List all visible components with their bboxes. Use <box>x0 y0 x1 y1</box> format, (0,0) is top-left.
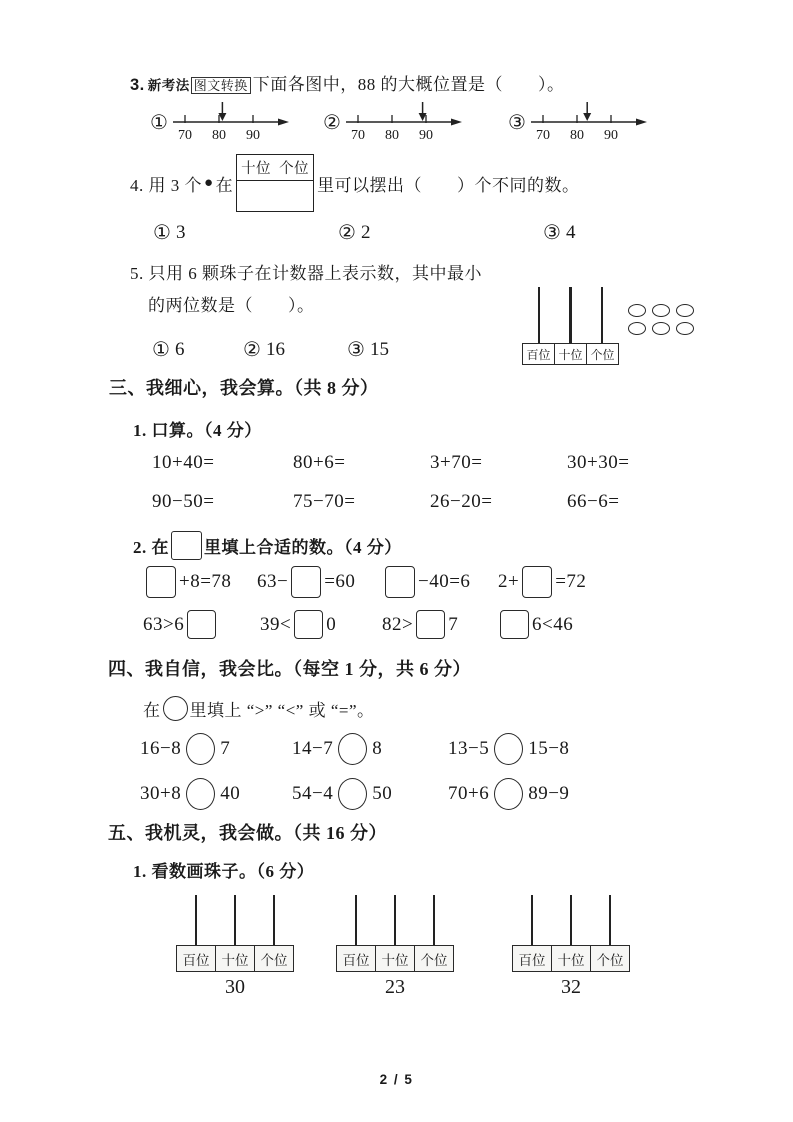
section-5-heading: 五、我机灵，我会做。（共 16 分） <box>108 823 387 843</box>
compare-right: 7 <box>220 738 231 759</box>
counter-rod <box>355 895 357 945</box>
tick-label: 70 <box>177 128 192 143</box>
question-3-number: 3. <box>130 76 145 94</box>
answer-circle <box>186 778 215 810</box>
page-footer: 2 / 5 <box>379 1072 414 1087</box>
oral-problem: 80+6= <box>293 452 346 473</box>
bead <box>676 322 694 335</box>
answer-circle <box>186 733 215 765</box>
compare-item <box>448 733 569 765</box>
oral-problem: 90−50= <box>152 491 215 512</box>
tick-label: 90 <box>245 128 260 143</box>
counter-value: 23 <box>385 976 405 998</box>
bead <box>628 322 646 335</box>
counter-rods <box>513 895 629 945</box>
compare-left: 30+8 <box>140 783 182 804</box>
compare-left: 14−7 <box>292 738 334 759</box>
option-mark: ① <box>153 222 171 244</box>
numberline-group-2 <box>323 100 463 144</box>
fill-post: +8=78 <box>179 571 232 592</box>
counter-base <box>522 343 619 365</box>
option-mark: ③ <box>543 222 561 244</box>
counter-rods <box>523 287 618 343</box>
option-text: 15 <box>369 338 389 360</box>
question-3 <box>130 70 565 95</box>
option-item <box>153 220 185 245</box>
abacus-counter <box>523 287 618 365</box>
fill-item <box>382 566 470 598</box>
fill-pre: 63− <box>257 571 289 592</box>
tens-header-cell: 十位 <box>241 161 272 177</box>
question-5-line1: 5. 只用 6 颗珠子在计数器上表示数，其中最小 <box>130 264 482 283</box>
oral-problem: 75−70= <box>293 491 356 512</box>
tens-label: 十位 <box>554 344 586 364</box>
number-line <box>530 100 648 144</box>
bead-dot: ● <box>204 174 214 191</box>
answer-box <box>385 566 415 598</box>
position-arrow <box>583 102 591 121</box>
tick-label: 70 <box>535 128 550 143</box>
tick-label: 80 <box>569 128 584 143</box>
oral-problem: 66−6= <box>567 491 620 512</box>
compare-instruction-pre: 在 <box>143 701 161 720</box>
right-arrowhead <box>278 119 289 126</box>
fill-item <box>260 610 336 639</box>
counter-base <box>512 945 630 972</box>
counter-rod <box>433 895 435 945</box>
fill-item <box>498 566 586 598</box>
tens-label: 十位 <box>215 946 254 971</box>
fill-pre: 63>6 <box>143 613 185 635</box>
answer-circle <box>494 778 523 810</box>
question-4 <box>130 152 580 214</box>
option-text: 3 <box>175 221 186 243</box>
ones-label: 个位 <box>254 946 293 971</box>
compare-left: 13−5 <box>448 738 490 759</box>
counter-rod <box>609 895 611 945</box>
inline-blank-circle <box>163 696 188 721</box>
fill-item <box>497 610 573 639</box>
number-line <box>345 100 463 144</box>
option-item <box>243 337 285 362</box>
circled-mark: ② <box>323 112 341 134</box>
oral-problem: 10+40= <box>152 452 215 473</box>
bead <box>652 322 670 335</box>
option-item <box>338 220 370 245</box>
option-item <box>543 220 575 245</box>
option-text: 6 <box>174 338 185 360</box>
abacus-counter <box>337 895 453 999</box>
fill-post: 6<46 <box>532 613 574 635</box>
hundreds-label: 百位 <box>177 946 215 971</box>
option-item <box>152 337 184 362</box>
compare-item <box>140 778 240 810</box>
question-5-line2: 的两位数是（ ）。 <box>148 296 315 315</box>
option-mark: ① <box>152 339 170 361</box>
tick-label: 80 <box>384 128 399 143</box>
tick-label: 70 <box>350 128 365 143</box>
hundreds-label: 百位 <box>337 946 375 971</box>
answer-box <box>291 566 321 598</box>
compare-right: 8 <box>372 738 383 759</box>
section-3-heading: 三、我细心，我会算。（共 8 分） <box>109 378 379 398</box>
counter-rod <box>538 287 540 343</box>
counter-rod <box>394 895 396 945</box>
ones-empty-cell <box>275 181 313 211</box>
compare-item <box>292 733 382 765</box>
question-4-text-start: 4. 用 3 个 <box>130 175 202 195</box>
counter-rod <box>273 895 275 945</box>
bead <box>628 304 646 317</box>
counter-rod <box>531 895 533 945</box>
bead <box>652 304 670 317</box>
tens-label: 十位 <box>551 946 590 971</box>
compare-right: 89−9 <box>528 783 570 804</box>
fill-box-title <box>133 531 402 560</box>
answer-box <box>294 610 323 639</box>
oral-problem: 26−20= <box>430 491 493 512</box>
fill-item <box>143 610 219 639</box>
question-3-text: 下面各图中，88 的大概位置是（ ）。 <box>252 75 565 94</box>
fill-item <box>143 566 231 598</box>
hundreds-label: 百位 <box>513 946 551 971</box>
question-4-text-end: 里可以摆出（ ）个不同的数。 <box>317 175 580 195</box>
right-arrowhead <box>636 119 647 126</box>
option-text: 2 <box>360 221 371 243</box>
question-4-text-mid: 在 <box>215 175 234 195</box>
inline-blank-box <box>171 531 202 560</box>
numberline-group-3 <box>508 100 648 144</box>
oral-problem: 3+70= <box>430 452 483 473</box>
option-text: 4 <box>565 221 576 243</box>
ones-label: 个位 <box>414 946 453 971</box>
circled-mark: ③ <box>508 112 526 134</box>
option-text: 16 <box>265 338 285 360</box>
oral-math-title: 1. 口算。（4 分） <box>133 421 262 440</box>
ones-label: 个位 <box>590 946 629 971</box>
fill-post: 7 <box>448 613 459 635</box>
hundreds-label: 百位 <box>526 347 551 362</box>
fill-pre: 2+ <box>498 571 520 592</box>
tick-label: 90 <box>603 128 618 143</box>
counter-rods <box>177 895 293 945</box>
right-arrowhead <box>451 119 462 126</box>
option-mark: ② <box>243 339 261 361</box>
compare-right: 40 <box>220 783 241 804</box>
fill-box-title-post: 里填上合适的数。（4 分） <box>204 538 402 557</box>
compare-item <box>140 733 230 765</box>
section-4-heading: 四、我自信，我会比。（每空 1 分，共 6 分） <box>108 659 471 679</box>
tens-empty-cell <box>237 181 275 211</box>
answer-box <box>146 566 176 598</box>
compare-left: 16−8 <box>140 738 182 759</box>
counter-rod <box>234 895 236 945</box>
fill-post: =72 <box>555 571 587 592</box>
answer-box <box>187 610 216 639</box>
counter-base <box>176 945 294 972</box>
abacus-counter <box>177 895 293 999</box>
answer-circle <box>338 778 367 810</box>
numberline-group-1 <box>150 100 290 144</box>
tick-label: 80 <box>211 128 226 143</box>
counter-rods <box>337 895 453 945</box>
option-mark: ③ <box>347 339 365 361</box>
compare-left: 54−4 <box>292 783 334 804</box>
place-value-table <box>236 154 314 212</box>
answer-box <box>500 610 529 639</box>
draw-beads-title: 1. 看数画珠子。（6 分） <box>133 862 315 881</box>
fill-item <box>382 610 458 639</box>
fill-post: =60 <box>324 571 356 592</box>
counter-rod <box>601 287 603 343</box>
counter-rod <box>569 287 571 343</box>
fill-pre: 39< <box>260 613 292 635</box>
compare-item <box>448 778 569 810</box>
option-mark: ② <box>338 222 356 244</box>
compare-right: 50 <box>372 783 393 804</box>
compare-right: 15−8 <box>528 738 570 759</box>
fill-pre: 82> <box>382 613 414 635</box>
place-value-answer-row <box>237 180 313 211</box>
number-line <box>172 100 290 144</box>
circled-mark: ① <box>150 112 168 134</box>
counter-rod <box>195 895 197 945</box>
answer-box <box>522 566 552 598</box>
oral-problem: 30+30= <box>567 452 630 473</box>
fill-box-title-pre: 2. 在 <box>133 538 169 557</box>
answer-box <box>416 610 445 639</box>
counter-base <box>336 945 454 972</box>
answer-circle <box>494 733 523 765</box>
place-value-header-row <box>237 155 313 180</box>
compare-left: 70+6 <box>448 783 490 804</box>
ones-header-cell: 个位 <box>279 161 310 177</box>
new-method-badge: 新考法 <box>147 78 190 93</box>
compare-instruction <box>143 696 375 721</box>
fill-post: −40=6 <box>418 571 471 592</box>
tick-label: 90 <box>418 128 433 143</box>
text-graphic-badge: 图文转换 <box>191 77 251 94</box>
bead <box>676 304 694 317</box>
compare-instruction-post: 里填上 “>” “<” 或 “=”。 <box>189 701 375 720</box>
fill-item <box>257 566 355 598</box>
compare-item <box>292 778 392 810</box>
counter-value: 32 <box>561 976 581 998</box>
option-item <box>347 337 389 362</box>
counter-rod <box>570 895 572 945</box>
counter-value: 30 <box>225 976 245 998</box>
fill-post: 0 <box>326 613 337 635</box>
question-5 <box>130 258 482 322</box>
ones-label: 个位 <box>586 344 618 364</box>
abacus-counter <box>513 895 629 999</box>
bead-group <box>628 304 694 335</box>
answer-circle <box>338 733 367 765</box>
tens-label: 十位 <box>375 946 414 971</box>
